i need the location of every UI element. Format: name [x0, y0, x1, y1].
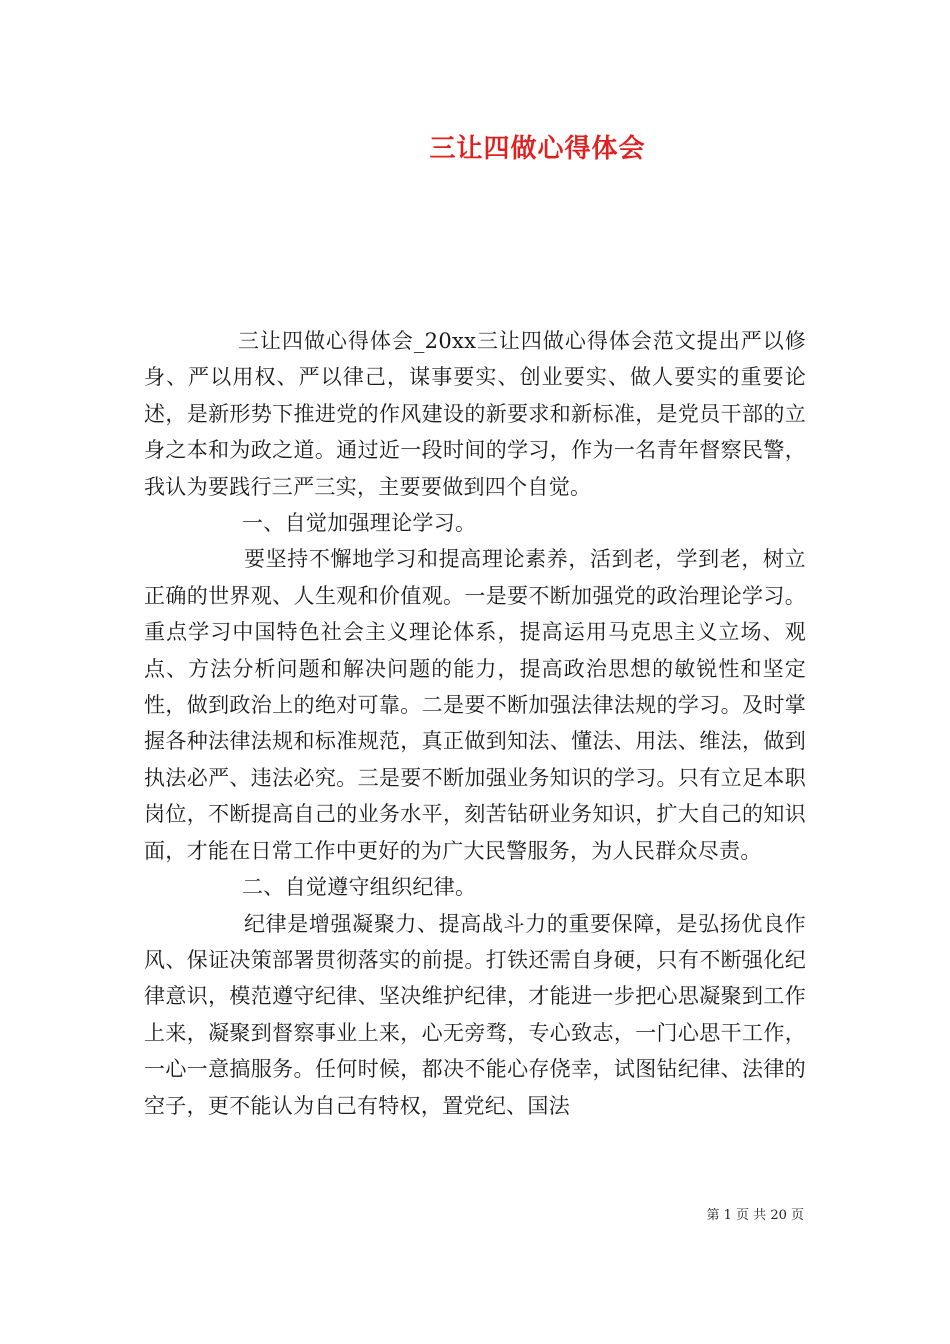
section-paragraph-2: 纪律是增强凝聚力、提高战斗力的重要保障，是弘扬优良作风、保证决策部署贯彻落实的前提。打铁还需自身硬，只有不断强化纪律意识，模范遵守纪律、坚决维护纪律，才能进一步把心思凝聚到工作上来，凝聚到督察事业上来，心无旁骛，专心致志，一门心思干工作，一心一意搞服务。任何时候，都决不能心存侥幸，试图钻纪律、法律的空子，更不能认为自己有特权，置党纪、国法: [144, 911, 806, 1118]
section-paragraph-1: 要坚持不懈地学习和提高理论素养，活到老，学到老，树立正确的世界观、人生观和价值观。一是要不断加强党的政治理论学习。重点学习中国特色社会主义理论体系，提高运用马克思主义立场、观点、方法分析问题和解决问题的能力，提高政治思想的敏锐性和坚定性，做到政治上的绝对可靠。二是要不断加强法律法规的学习。及时掌握各种法律法规和标准规范，真正做到知法、懂法、用法、维法，做到执法必严、违法必究。三是要不断加强业务知识的学习。只有立足本职岗位，不断提高自己的业务水平，刻苦钻研业务知识，扩大自己的知识面，才能在日常工作中更好的为广大民警服务，为人民群众尽责。: [144, 547, 806, 863]
document-body: [144, 323, 806, 1124]
section-heading-2: 二、自觉遵守组织纪律。: [242, 875, 477, 900]
intro-paragraph: 三让四做心得体会_20xx三让四做心得体会范文提出严以修身、严以用权、严以律己，谋事要实、创业要实、做人要实的重要论述，是新形势下推进党的作风建设的新要求和新标准，是党员干部的立身之本和为政之道。通过近一段时间的学习，作为一名青年督察民警，我认为要践行三严三实，主要要做到四个自觉。: [144, 329, 806, 499]
section-heading-1: 一、自觉加强理论学习。: [242, 511, 477, 536]
page-number: 第 1 页 共 20 页: [706, 1208, 804, 1223]
document-title: 三让四做心得体会: [429, 134, 646, 164]
